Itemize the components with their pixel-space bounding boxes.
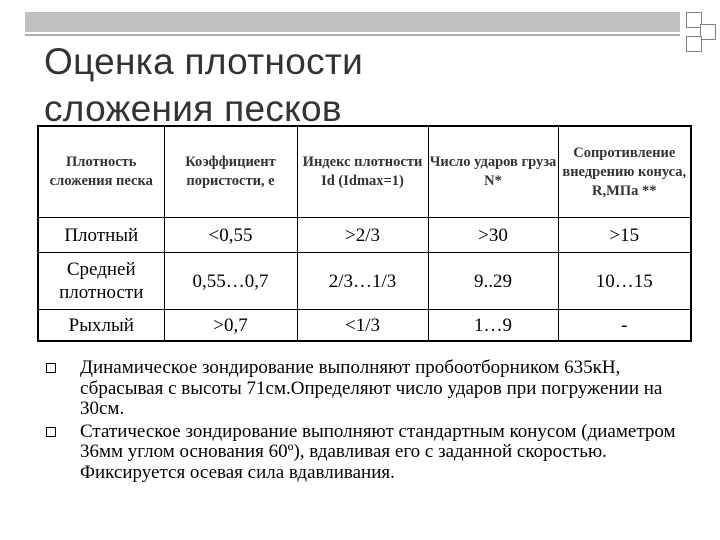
table-row xyxy=(38,310,691,342)
table-cell: >30 xyxy=(428,218,558,253)
table-header-cell: Коэффициент пористости, е xyxy=(164,126,297,218)
table-cell: 0,55…0,7 xyxy=(164,253,297,310)
square-bullet-icon xyxy=(46,427,56,437)
table-header-cell: Плотность сложения песка xyxy=(38,126,164,218)
table-cell: >15 xyxy=(558,218,691,253)
table-cell: Рыхлый xyxy=(38,310,164,342)
bullet-text: Динамическое зондирование выполняют пробоотборником 635кН, сбрасывая с высоты 71см.Определяют число ударов при погружении на 30см. xyxy=(80,357,663,419)
square-bullet-icon xyxy=(46,363,56,373)
decorative-square-icon xyxy=(686,36,702,52)
list-item xyxy=(46,358,706,420)
table-cell: <0,55 xyxy=(164,218,297,253)
table-cell: 10…15 xyxy=(558,253,691,310)
bullet-list xyxy=(46,358,706,485)
table-cell: Средней плотности xyxy=(38,253,164,310)
table-cell: >2/3 xyxy=(297,218,428,253)
table-header-cell: Индекс плотности Id (Idmax=1) xyxy=(297,126,428,218)
table-cell: >0,7 xyxy=(164,310,297,342)
list-item xyxy=(46,422,706,484)
decorative-top-bar xyxy=(25,12,680,32)
decorative-square-icon xyxy=(700,24,716,40)
table-header-cell: Сопротивление внедрению конуса, R,МПа ** xyxy=(558,126,691,218)
table-row xyxy=(38,253,691,310)
table-cell: - xyxy=(558,310,691,342)
slide-title xyxy=(44,38,644,132)
table-cell: Плотный xyxy=(38,218,164,253)
table-cell: 9..29 xyxy=(428,253,558,310)
table-header-cell: Число ударов груза N* xyxy=(428,126,558,218)
sand-density-table xyxy=(37,125,692,342)
table-header-row xyxy=(38,126,691,218)
table-cell: <1/3 xyxy=(297,310,428,342)
table-cell: 1…9 xyxy=(428,310,558,342)
bullet-text: Статическое зондирование выполняют стандартным конусом (диаметром 36мм углом основания 60º), вдавливая его с заданной скоростью. Фиксируется осевая сила вдавливания. xyxy=(80,420,676,483)
table-row xyxy=(38,218,691,253)
slide-title-line1: Оценка плотности xyxy=(44,41,364,82)
slide-title-line2: сложения песков xyxy=(44,88,342,129)
table-cell: 2/3…1/3 xyxy=(297,253,428,310)
decorative-top-line xyxy=(25,34,680,36)
